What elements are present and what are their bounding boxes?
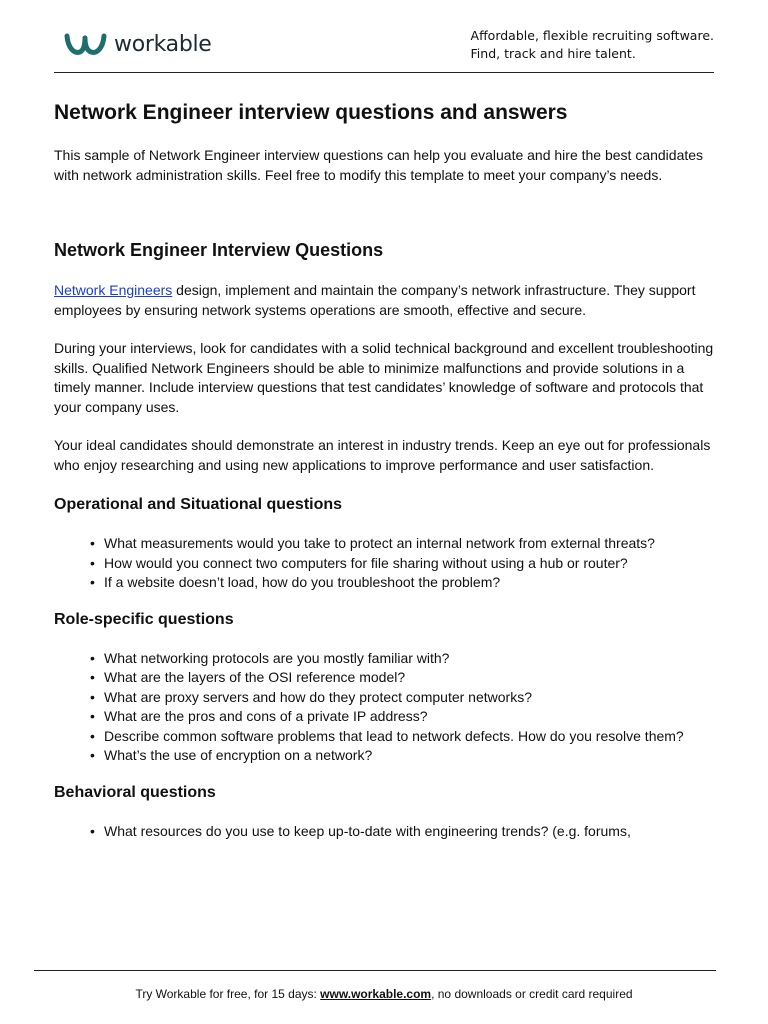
paragraph-3: Your ideal candidates should demonstrate an interest in industry trends. Keep an eye out for professionals who enjoy researching and using new applications to improve performance and user satisfaction. (54, 437, 711, 473)
paragraph-2: During your interviews, look for candidates with a solid technical background and excellent troubleshooting skills. Qualified Network Engineers should be able to minimize malfunctions and provide solutions in a timely manner. Include interview questions that test candidates’ knowledge of software and protocols that your company uses. (54, 340, 714, 415)
list-item: • What are the layers of the OSI reference model? (90, 668, 718, 688)
footer-suffix: , no downloads or credit card required (431, 987, 633, 1001)
tagline-line-1: Affordable, flexible recruiting software. (470, 28, 714, 43)
page-footer (0, 987, 768, 1001)
list-item: • If a website doesn’t load, how do you troubleshoot the problem? (90, 573, 718, 593)
list-item: • How would you connect two computers for file sharing without using a hub or router? (90, 554, 718, 574)
section-heading: Network Engineer Interview Questions (54, 240, 384, 260)
footer-divider (34, 970, 716, 971)
list-item: • What are the pros and cons of a private IP address? (90, 707, 718, 727)
footer-prefix: Try Workable for free, for 15 days: (135, 987, 321, 1001)
workable-logo[interactable] (64, 30, 212, 58)
network-engineers-link[interactable]: Network Engineers (54, 282, 173, 298)
list-item: • What are proxy servers and how do they protect computer networks? (90, 688, 718, 708)
list-item: • What’s the use of encryption on a network? (90, 746, 718, 766)
operational-questions-list (90, 534, 718, 593)
list-item: • What networking protocols are you mostly familiar with? (90, 649, 718, 669)
header-divider (54, 72, 714, 73)
workable-logo-icon (64, 30, 108, 58)
header-tagline (471, 27, 714, 63)
operational-questions-heading: Operational and Situational questions (54, 496, 343, 513)
list-item: • What measurements would you take to protect an internal network from external threats? (90, 534, 718, 554)
list-item: • Describe common software problems that lead to network defects. How do you resolve them? (90, 727, 718, 747)
behavioral-questions-heading: Behavioral questions (54, 783, 216, 801)
intro-paragraph: This sample of Network Engineer interview questions can help you evaluate and hire the best candidates with network administration skills. Feel free to modify this template to meet your company’s needs. (54, 147, 704, 183)
brand-name: workable (114, 31, 212, 57)
paragraph-1-text: design, implement and maintain the company’s network infrastructure. They support employees by ensuring network systems operations are smooth, effective and secure. (54, 282, 696, 318)
behavioral-questions-list (90, 822, 718, 842)
list-item: • What resources do you use to keep up-to-date with engineering trends? (e.g. forums, (90, 822, 718, 842)
role-specific-questions-heading: Role-specific questions (54, 610, 234, 628)
workable-website-link[interactable]: www.workable.com (320, 987, 432, 1001)
page-header (54, 22, 714, 72)
page-title: Network Engineer interview questions and answers (54, 101, 568, 124)
paragraph-1 (54, 281, 718, 320)
role-specific-questions-list (90, 649, 718, 766)
tagline-line-2: Find, track and hire talent. (470, 46, 636, 61)
document-body (54, 98, 718, 857)
